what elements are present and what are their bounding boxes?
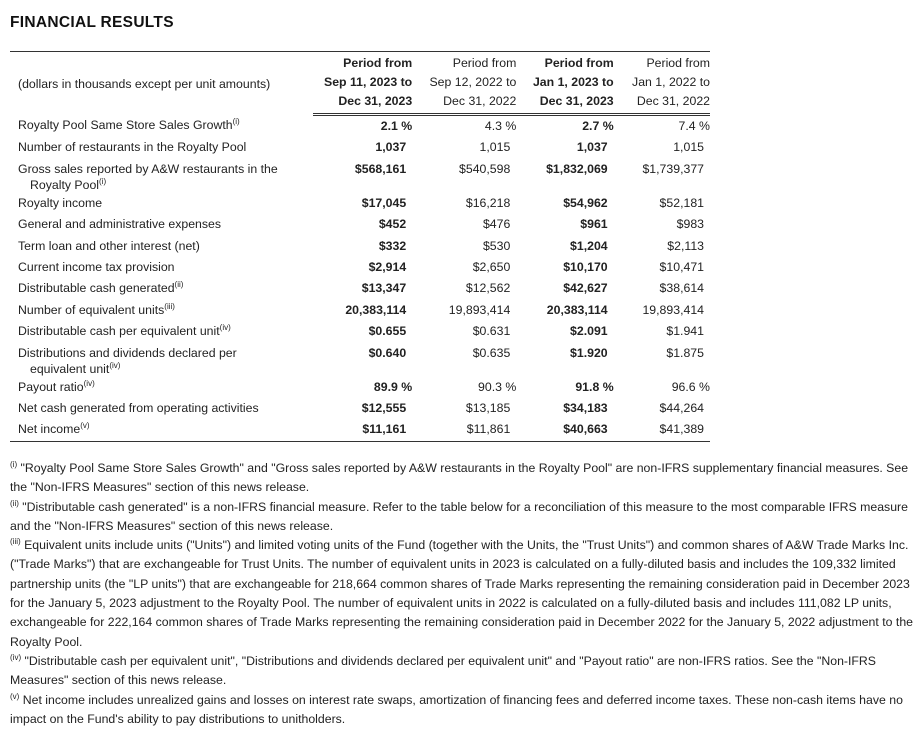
row-label-text: Number of restaurants in the Royalty Pool [18,140,247,155]
table-row [10,377,710,398]
footnote-ref: (iv) [109,360,121,370]
cell-value: 91.8 % [575,379,614,394]
row-label-text: Distributions and dividends declared per [18,345,237,360]
row-label-text: General and administrative expenses [18,217,222,232]
cell-value: 89.9 % [373,379,413,394]
table-row [10,257,710,278]
col-header: Jan 1, 2022 to [632,75,710,89]
footnote [10,652,915,691]
col-header: Dec 31, 2023 [516,92,613,115]
cell-value: $530 [482,238,511,253]
row-label [10,159,313,193]
table-row [10,115,710,138]
row-label [10,236,313,257]
cell-value: 7.4 % [678,119,710,133]
table-row [10,137,710,158]
row-label [10,419,313,441]
units-note: (dollars in thousands except per unit amounts) [18,76,271,91]
footnote-text: "Distributable cash per equivalent unit", "Distributions and dividends declared per equivalent unit" and "Payout ratio" are non-IFRS ratios. See the "Non-IFRS Measures" section of this news release. [10,653,877,688]
cell-value: $1.875 [666,345,704,360]
row-label [10,321,313,342]
cell-value: 20,383,114 [345,302,407,317]
cell-value: $42,627 [563,281,608,296]
cell-value: $983 [676,217,704,232]
row-label [10,193,313,214]
row-label [10,278,313,299]
cell-value: $2,914 [368,259,407,274]
footnote-text: Equivalent units include units ("Units") and limited voting units of the Fund (together with the Units, the "Trust Units") and common shares of A&W Trade Marks Inc. ("Trade Marks") that are exchangeable for Trust Units. The number of equivalent units in 2023 is calculated on a fully-diluted basis and includes the 109,332 limited partnership units (the "LP units") that are exchangeable for 218,664 common shares of Trade Marks representing the remaining consideration paid in December 2023 for the January 5, 2023 adjustment to the Royalty Pool. The number of equivalent units in 2022 is calculated on a fully-diluted basis and includes 111,082 LP units, exchangeable for 222,164 common shares of Trade Marks representing the remaining consideration paid in December 2022 for the January 5, 2022 adjustment to the Royalty Pool. [10,538,913,649]
row-label-text: Net cash generated from operating activities [18,400,259,415]
cell-value: $16,218 [465,195,511,210]
row-label-text: Gross sales reported by A&W restaurants in the [18,161,278,176]
table-row [10,214,710,235]
table-row [10,159,710,193]
footnote-ref: (iv) [219,323,231,333]
col-header: Dec 31, 2022 [614,92,710,115]
footnote [10,536,915,652]
cell-value: $568,161 [354,161,407,176]
footnote-mark: (iii) [10,537,21,547]
col-header: Sep 11, 2023 to [324,75,413,89]
row-label-text: Number of equivalent units [18,302,165,317]
row-label-text: Royalty Pool Same Store Sales Growth [18,117,233,132]
table-row [10,236,710,257]
cell-value: $0.655 [368,324,407,339]
row-label-text: Term loan and other interest (net) [18,238,200,253]
cell-value: $0.640 [368,345,407,360]
cell-value: $1,739,377 [642,161,704,176]
section-title: FINANCIAL RESULTS [10,14,174,31]
row-label-text: Royalty Pool [30,177,100,192]
cell-value: $34,183 [563,400,608,415]
row-label [10,115,313,138]
cell-value: $10,170 [563,259,608,274]
footnote [10,691,915,730]
cell-value: $13,347 [361,281,407,296]
row-label-text: Royalty income [18,195,103,210]
cell-value: $1,204 [570,238,608,253]
row-label [10,377,313,398]
col-header: Sep 12, 2022 to [429,75,517,89]
footnote-mark: (v) [10,691,20,701]
row-label [10,343,313,377]
row-label-continuation [18,177,313,193]
cell-value: $41,389 [614,419,710,441]
footnote-ref: (iv) [83,378,95,388]
cell-value: 2.7 % [582,119,614,133]
cell-value: $10,471 [659,259,704,274]
table-row [10,321,710,342]
cell-value: $12,562 [465,281,511,296]
row-label [10,137,313,158]
cell-value: $540,598 [459,161,511,176]
row-label-text: Distributable cash per equivalent unit [18,324,220,339]
footnote-ref: (iii) [164,301,175,311]
cell-value: $476 [482,217,511,232]
cell-value: $38,614 [659,281,704,296]
cell-value: $52,181 [659,195,704,210]
financial-results-table [10,54,710,442]
row-label-text: Payout ratio [18,379,84,394]
cell-value: 1,037 [576,140,608,155]
table-row [10,193,710,214]
cell-value: 19,893,414 [642,302,704,317]
cell-value: $1.920 [570,345,608,360]
col-header: Period from [452,56,517,70]
cell-value: $44,264 [659,400,704,415]
cell-value: $2,113 [667,238,704,253]
cell-value: 2.1 % [380,119,413,133]
cell-value: 1,015 [479,140,511,155]
footnote-mark: (ii) [10,498,19,508]
cell-value: 96.6 % [671,379,710,394]
table-row [10,300,710,321]
cell-value: $12,555 [361,400,407,415]
footnote-ref: (i) [232,116,240,126]
cell-value: $11,161 [313,419,412,441]
row-label [10,214,313,235]
footnote-text: "Distributable cash generated" is a non-IFRS financial measure. Refer to the table below for a reconciliation of this measure to the most comparable IFRS measure and the "Non-IFRS Measures" section of this news release. [10,499,908,533]
cell-value: $2.091 [570,324,608,339]
row-label [10,257,313,278]
row-label-text: Net income [18,422,81,437]
footnote-text: "Royalty Pool Same Store Sales Growth" and "Gross sales reported by A&W restaurants in the Royalty Pool" are non-IFRS supplementary financial measures. See the "Non-IFRS Measures" section of this news release. [10,461,909,495]
col-header: Dec 31, 2023 [313,92,412,115]
row-label [10,300,313,321]
col-header: Period from [544,56,614,70]
cell-value: 1,037 [375,140,407,155]
row-label-text: Current income tax provision [18,259,175,274]
row-label-text: equivalent unit [30,361,110,376]
footnote [10,459,915,498]
footnote-mark: (iv) [10,652,22,662]
table-row [10,398,710,419]
footnote-ref: (i) [99,176,107,186]
col-header: Jan 1, 2023 to [532,75,614,89]
cell-value: $11,861 [412,419,516,441]
cell-value: 90.3 % [478,379,517,394]
cell-value: 19,893,414 [448,302,511,317]
cell-value: $0.631 [472,324,511,339]
row-label [10,398,313,419]
cell-value: $17,045 [361,195,407,210]
footnote-ref: (v) [80,421,90,431]
footnotes [10,459,915,729]
col-header: Period from [343,56,413,70]
cell-value: $452 [378,217,407,232]
footnote [10,498,915,537]
table-row [10,419,710,441]
footnote-mark: (i) [10,459,18,469]
cell-value: $332 [378,238,407,253]
cell-value: 4.3 % [484,119,517,133]
cell-value: $2,650 [472,259,511,274]
cell-value: $54,962 [563,195,608,210]
cell-value: 20,383,114 [546,302,608,317]
row-label-continuation [18,361,313,377]
table-row [10,278,710,299]
cell-value: $1.941 [666,324,704,339]
footnote-ref: (ii) [174,280,184,290]
table-row [10,343,710,377]
cell-value: $961 [580,217,608,232]
row-label-text: Distributable cash generated [18,281,175,296]
cell-value: $13,185 [465,400,511,415]
footnote-text: Net income includes unrealized gains and losses on interest rate swaps, amortization of financing fees and deferred income taxes. These non-cash items have no impact on the Fund's ability to pay distributions to unitholders. [10,692,903,726]
cell-value: $40,663 [516,419,613,441]
col-header: Period from [646,56,710,70]
cell-value: $0.635 [472,345,511,360]
col-header: Dec 31, 2022 [412,92,516,115]
cell-value: 1,015 [673,140,704,155]
cell-value: $1,832,069 [546,161,608,176]
table-top-rule [10,51,710,52]
